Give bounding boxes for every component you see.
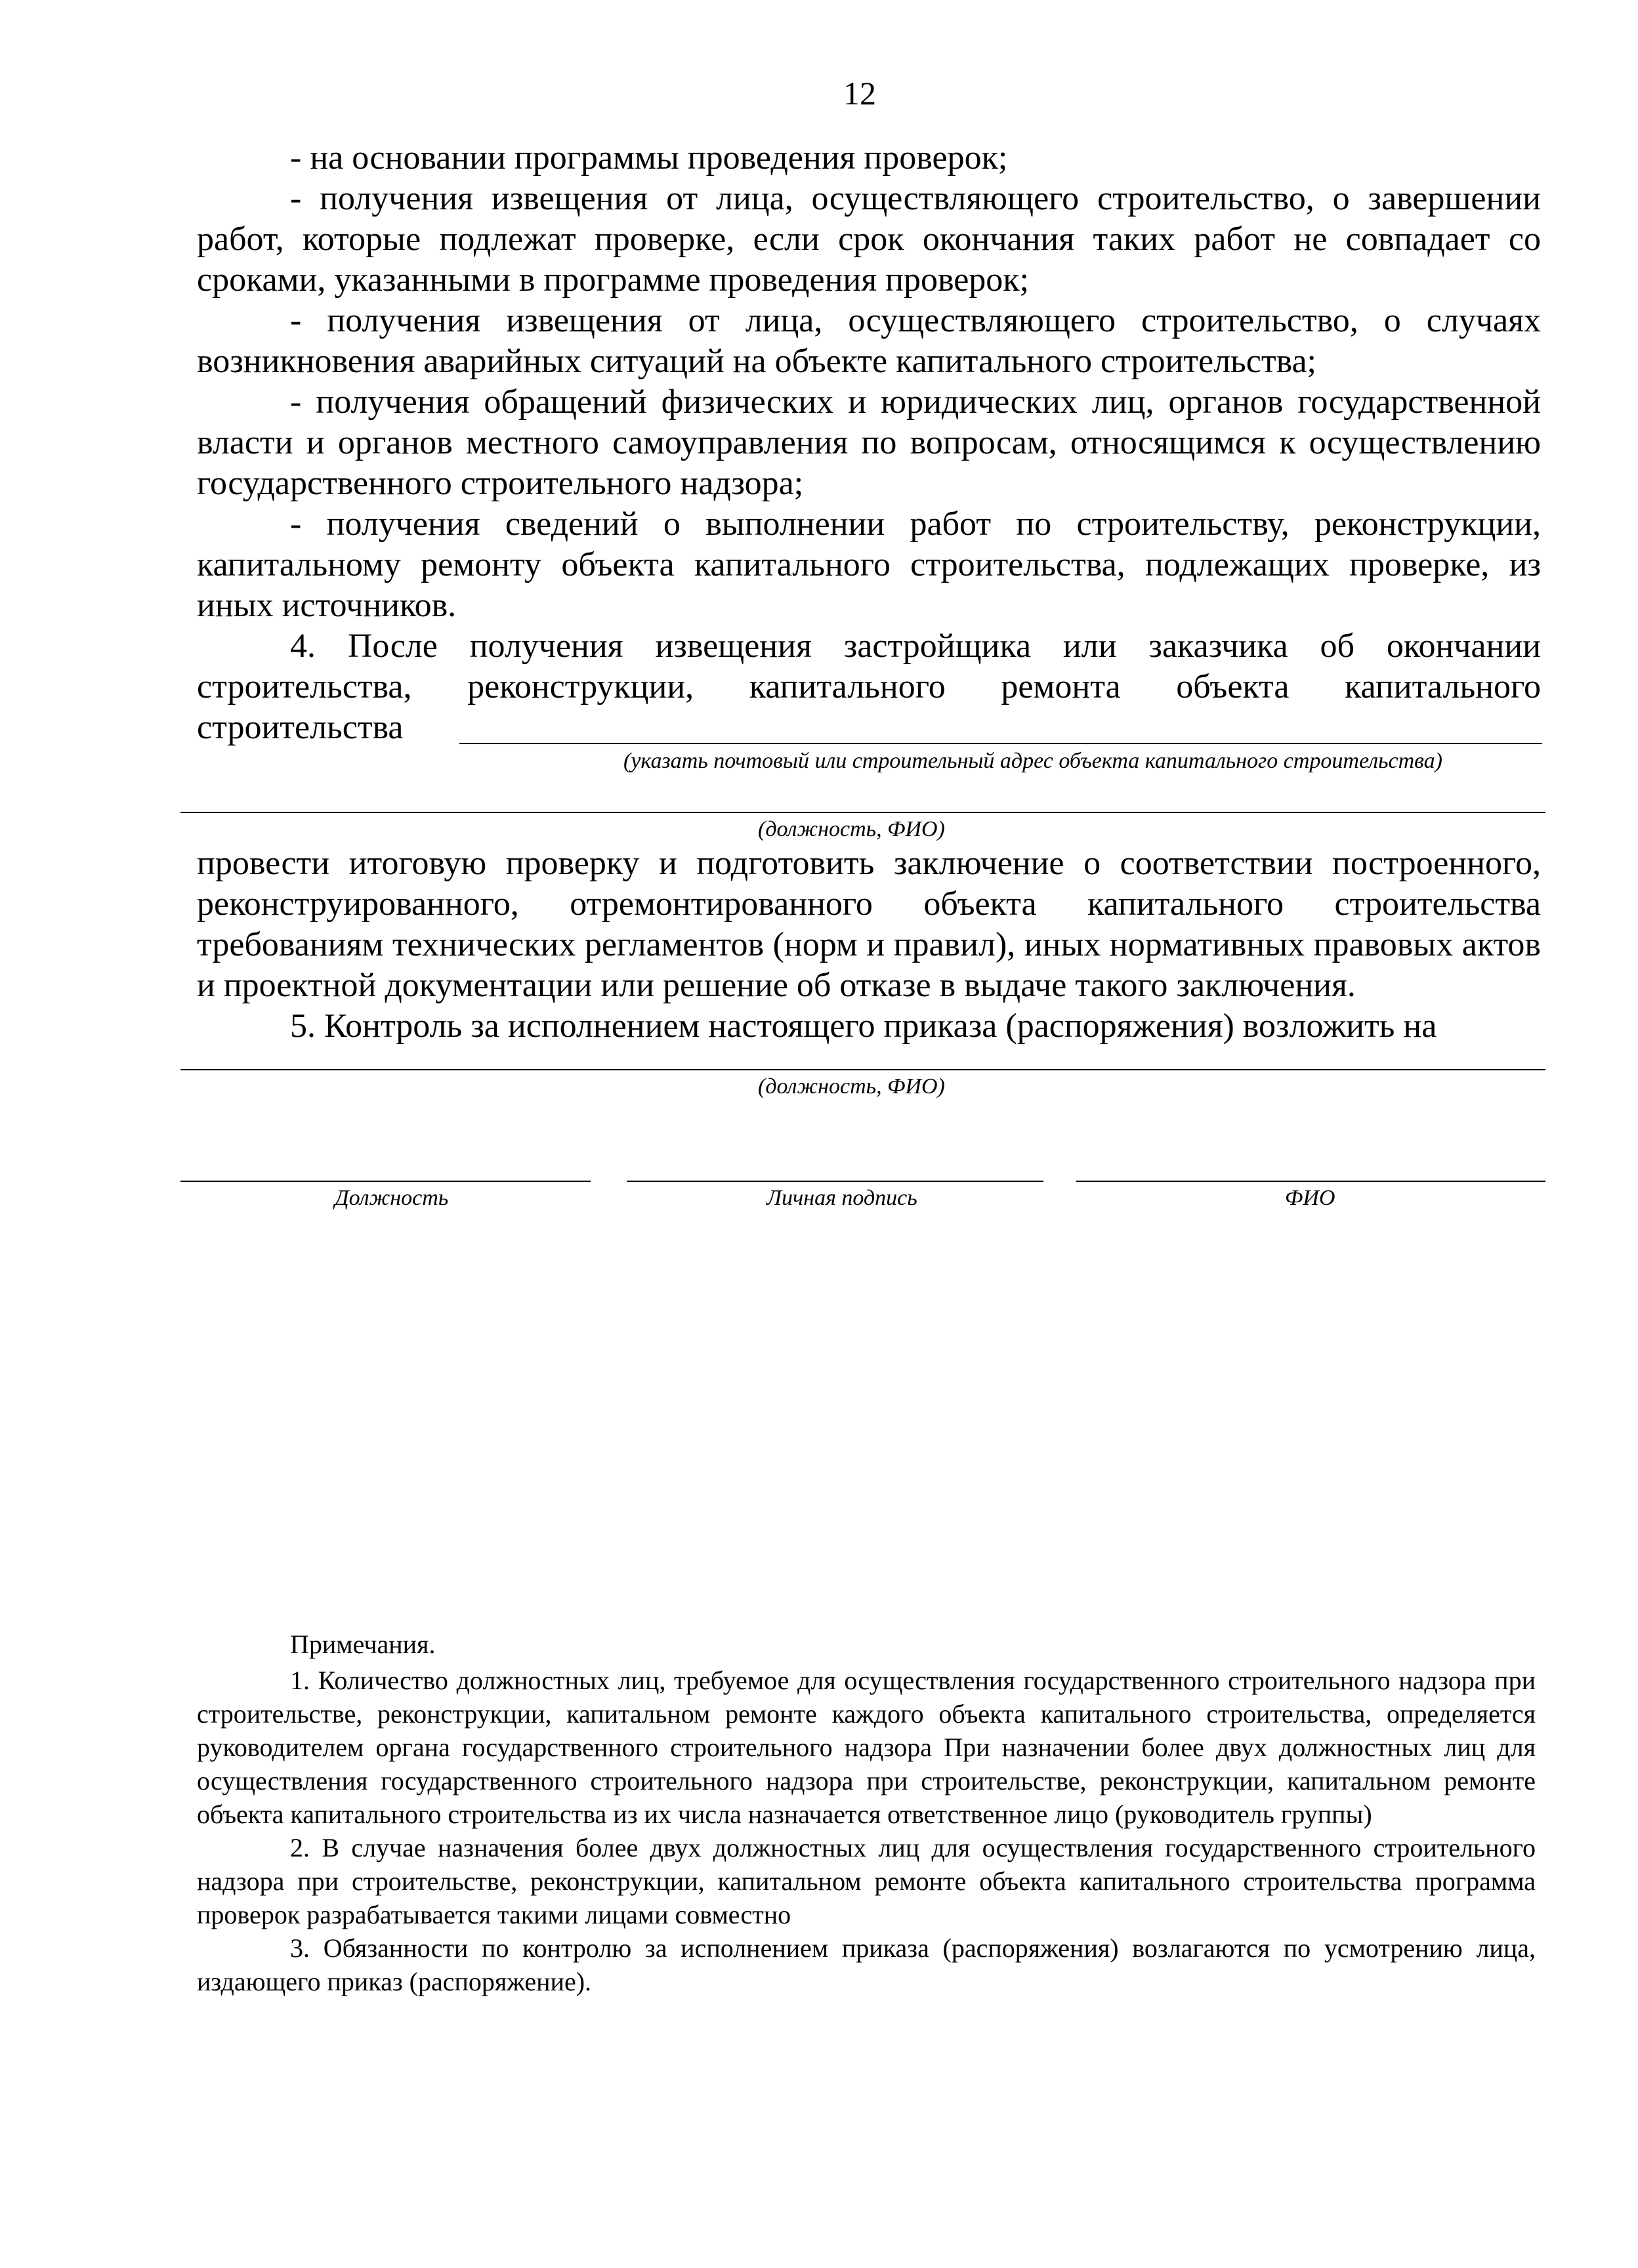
signature-name-line [1076,1181,1545,1182]
notes-heading: Примечания. [290,1629,436,1659]
signature-position-line [180,1181,591,1182]
note-3: 3. Обязанности по контролю за исполнением приказа (распоряжения) возлагаются по усмотрению лица, издающего приказ (распоряжение). [197,1933,1536,1996]
body-text-block-1 [197,138,1541,748]
page-number: 12 [843,75,876,112]
paragraph-final-inspection: провести итоговую проверку и подготовить заключение о соответствии построенного, реконструированного, отремонтированного объекта капитального строительства требованиям технических регламентов (норм и правил), иных нормативных правовых актов и проектной документации или решение об отказе в выдаче такого заключения. [197,845,1541,1004]
note-1: 1. Количество должностных лиц, требуемое для осуществления государственного строительного надзора при строительстве, реконструкции, капитальном ремонте каждого объекта капитального строительства, определяется руководителем органа государственного строительного надзора При назначении более двух должностных лиц для осуществления государственного строительного надзора при строительстве, реконструкции, капитальном ремонте объекта капитального строительства из их числа назначается ответственное лицо (руководитель группы) [197,1666,1536,1829]
body-text-block-2 [197,843,1541,1047]
official-fill-line-2 [180,1069,1545,1070]
paragraph-item-4: 4. После получения извещения застройщика или заказчика об окончании строительства, реконструкции, капитального ремонта объекта капитального [197,627,1541,705]
paragraph-program-basis: - на основании программы проведения проверок; [290,139,1008,177]
paragraph-item-4-end: строительства [197,709,404,746]
paragraph-completion-notice: - получения извещения от лица, осуществляющего строительство, о завершении работ, которые подлежат проверке, если срок окончания таких работ не совпадает со сроками, указанными в программе проведения проверок; [197,180,1541,299]
official-fill-line-1 [180,812,1545,813]
paragraph-emergency-notice: - получения извещения от лица, осуществляющего строительство, о случаях возникновения аварийных ситуаций на объекте капитального строительства; [197,302,1541,380]
signature-position-caption: Должность [335,1186,449,1210]
signature-sign-caption: Личная подпись [766,1186,917,1210]
paragraph-other-sources: - получения сведений о выполнении работ по строительству, реконструкции, капитальному ремонту объекта капитального строительства, подлежащих проверке, из иных источников. [197,505,1541,624]
address-caption: (указать почтовый или строительный адрес объекта капитального строительства) [623,749,1442,773]
notes-block [197,1628,1536,1998]
paragraph-appeals: - получения обращений физических и юридических лиц, органов государственной власти и органов местного самоуправления по вопросам, относящимся к осуществлению государственного строительного надзора; [197,383,1541,502]
paragraph-item-5: 5. Контроль за исполнением настоящего приказа (распоряжения) возложить на [290,1007,1437,1045]
address-fill-line [459,743,1542,744]
signature-sign-line [627,1181,1043,1182]
official-caption-1: (должность, ФИО) [758,817,945,841]
signature-name-caption: ФИО [1285,1186,1335,1210]
official-caption-2: (должность, ФИО) [758,1074,945,1099]
note-2: 2. В случае назначения более двух должностных лиц для осуществления государственного строительного надзора при строительстве, реконструкции, капитальном ремонте объекта капитального строительства программа проверок разрабатывается такими лицами совместно [197,1833,1536,1929]
